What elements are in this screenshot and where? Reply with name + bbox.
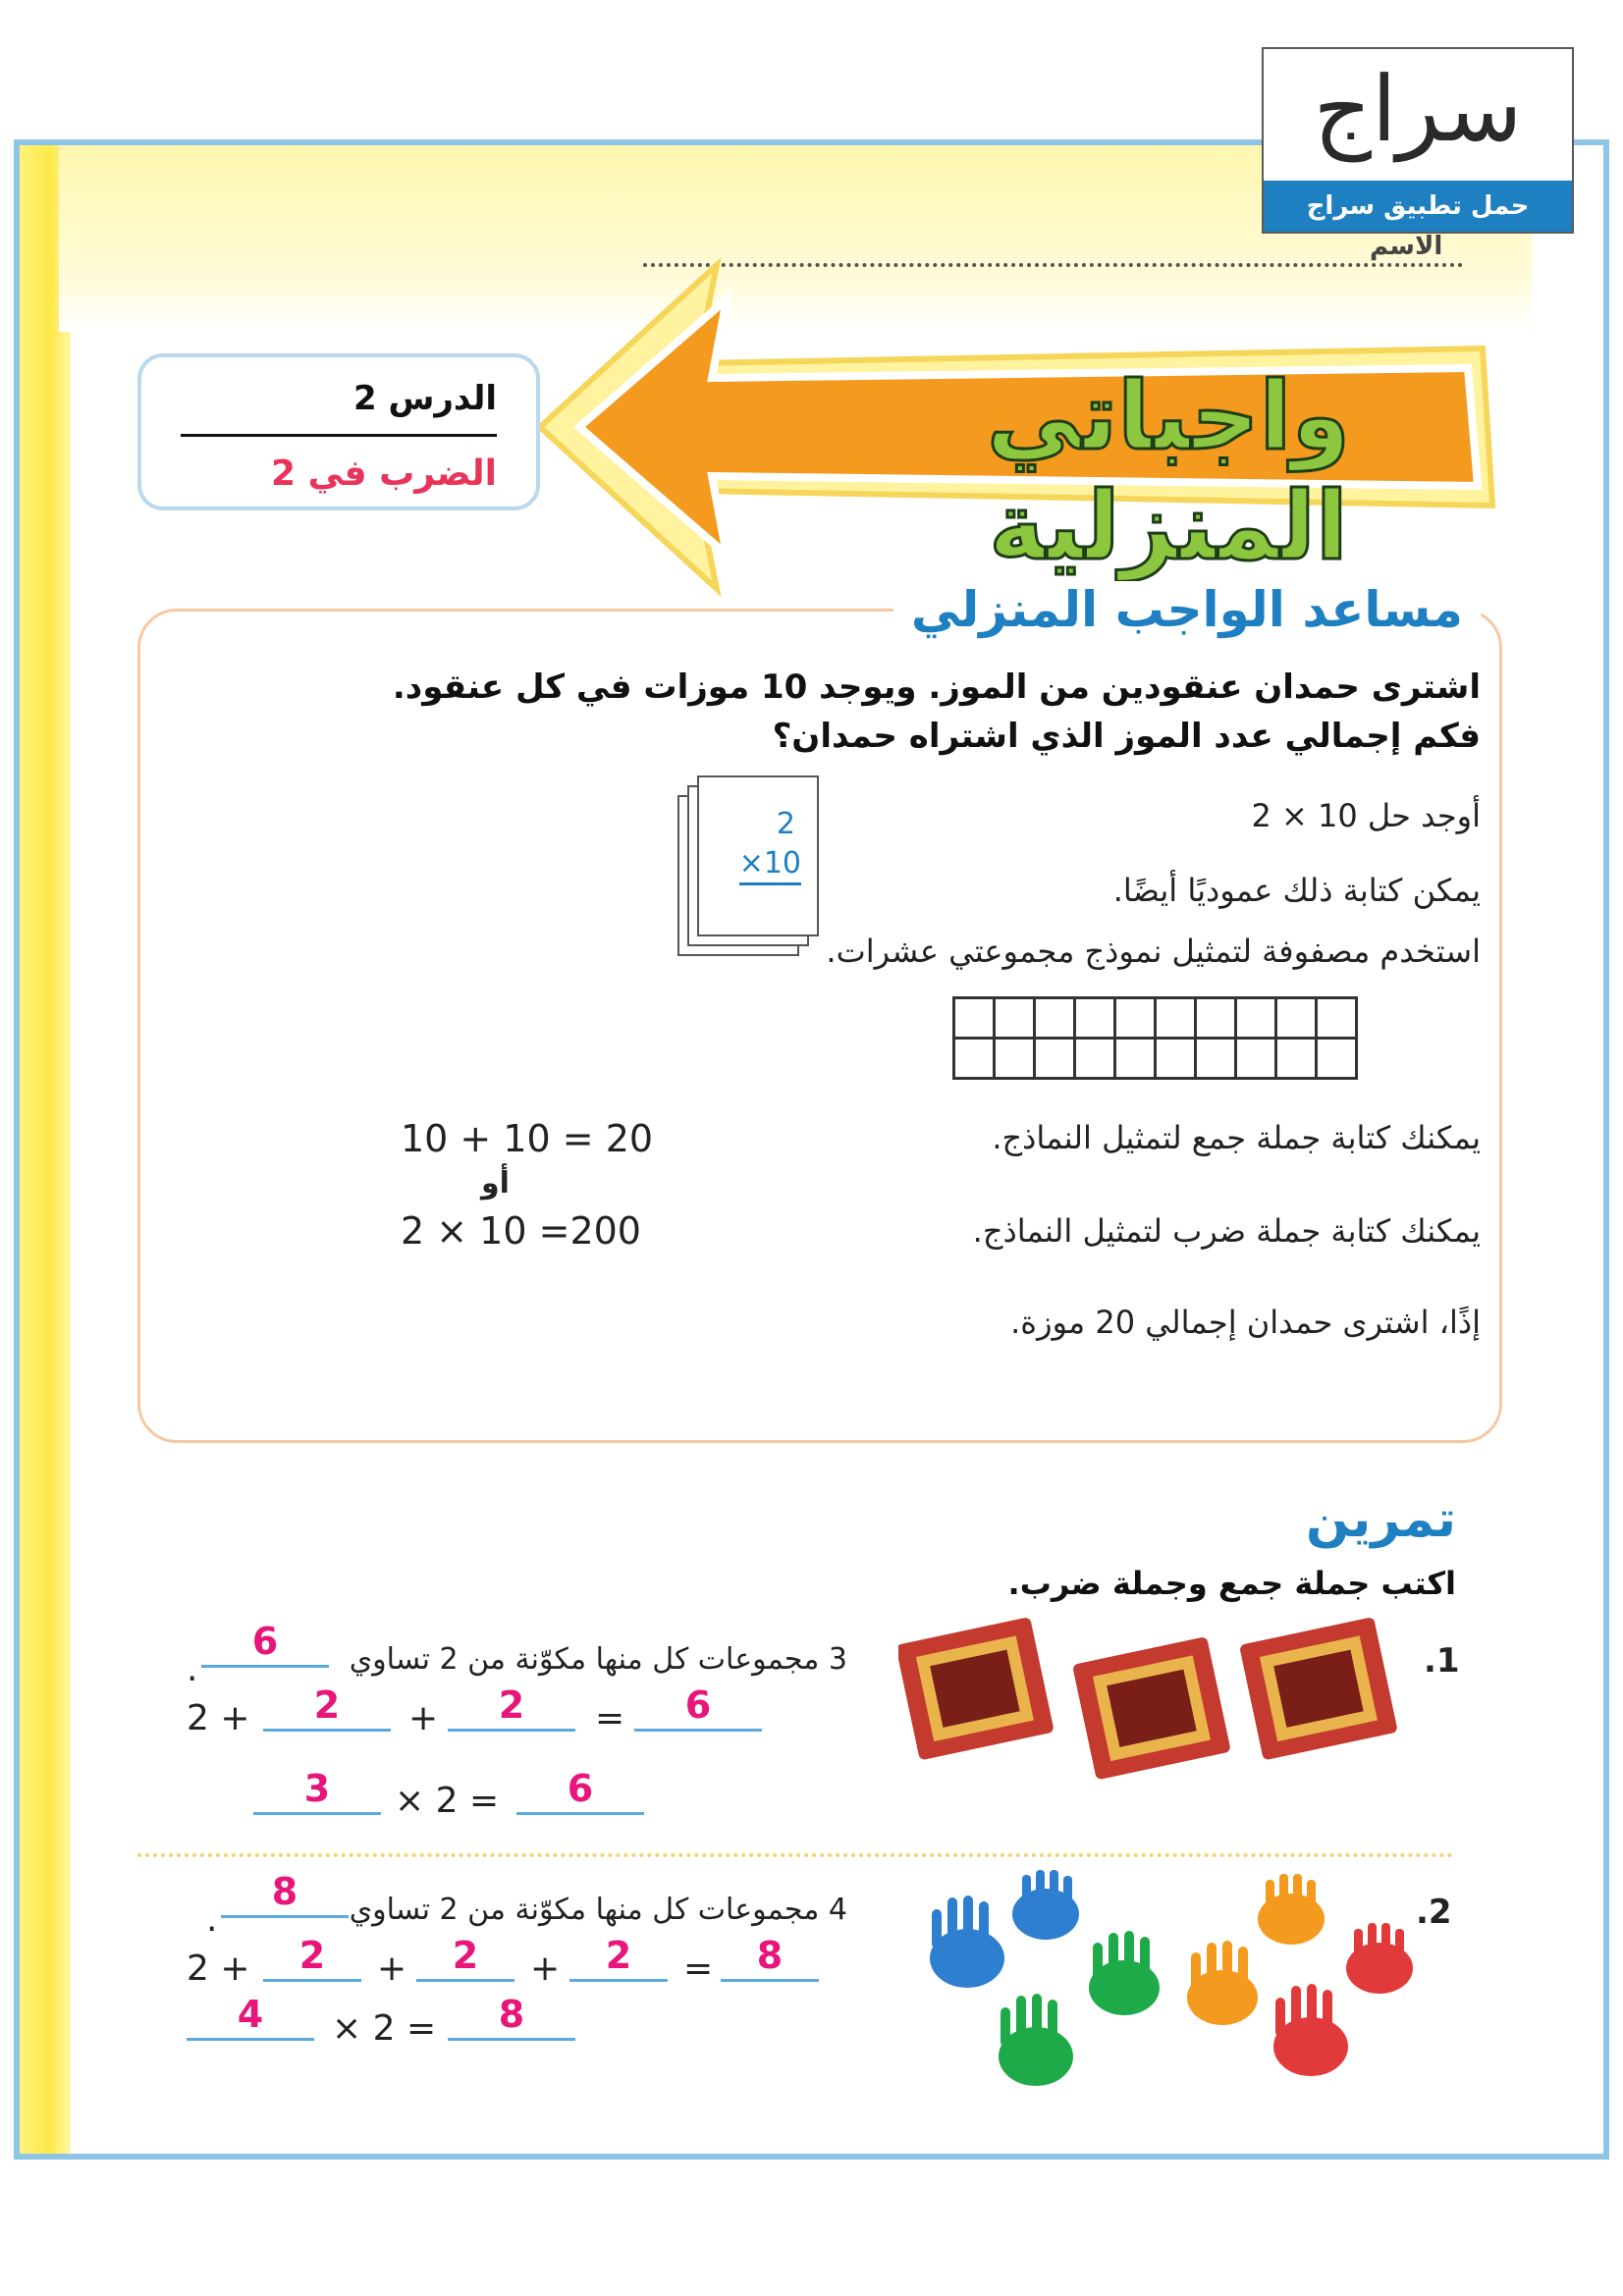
item-2-equals: =	[683, 1949, 714, 1989]
item-2-sentence: 4 مجموعات كل منها مكوّنة من 2 تساوي	[349, 1893, 847, 1927]
item-2-mult-op: × 2 =	[332, 2008, 437, 2049]
siraj-logo[interactable]	[1262, 47, 1574, 234]
grid-cell	[995, 998, 1035, 1039]
step-add: يمكنك كتابة جملة جمع لتمثيل النماذج.	[992, 1119, 1481, 1156]
grid-cell	[1075, 1039, 1115, 1079]
grid-cell	[1156, 998, 1196, 1039]
item-1-plus: +	[408, 1698, 439, 1738]
grid-cell	[1236, 1039, 1276, 1079]
item-1-sentence: 3 مجموعات كل منها مكوّنة من 2 تساوي	[349, 1642, 847, 1677]
lesson-title: الضرب في 2	[270, 454, 497, 494]
item-1-mult-blank[interactable]: 3	[253, 1767, 381, 1815]
item-2-add-start: 2 +	[187, 1949, 250, 1989]
card-top-number: 2	[776, 807, 795, 841]
lesson-number: الدرس 2	[352, 379, 497, 418]
grid-cell	[1276, 998, 1317, 1039]
item-2-period: .	[206, 1899, 218, 1940]
section-divider	[137, 1853, 1453, 1857]
step-find: أوجد حل 10 × 2	[1251, 797, 1481, 834]
logo-name: سراج	[1313, 57, 1523, 162]
item-1-mult-op: × 2 =	[395, 1781, 500, 1821]
item-1-mult-result[interactable]: 6	[516, 1767, 644, 1815]
item-number-2: 2.	[1416, 1893, 1452, 1932]
item-1-add-result[interactable]: 6	[634, 1683, 762, 1732]
name-label: الاسم	[1370, 232, 1443, 261]
step-array: استخدم مصفوفة لتمثيل نموذج مجموعتي عشرات.	[826, 933, 1481, 970]
card-front	[697, 775, 819, 936]
item-number-1: 1.	[1424, 1641, 1460, 1681]
step-vertical: يمكن كتابة ذلك عموديًا أيضًا.	[1112, 872, 1481, 909]
item-1-add-blank-1[interactable]: 2	[263, 1683, 391, 1732]
stacked-bills-icon	[898, 1610, 1409, 1806]
item-1-add-blank-2[interactable]: 2	[448, 1683, 575, 1732]
grid-cell	[954, 998, 995, 1039]
colored-handprints-icon	[898, 1870, 1429, 2106]
vertical-problem-cards	[677, 775, 835, 962]
grid-cell	[995, 1039, 1035, 1079]
item-2-mult-result[interactable]: 8	[448, 1993, 575, 2041]
grid-cell	[1075, 998, 1115, 1039]
grid-cell	[1115, 998, 1156, 1039]
helper-title: مساعد الواجب المنزلي	[893, 581, 1481, 638]
grid-cell	[1236, 998, 1276, 1039]
exercise-title: تمرين	[1305, 1490, 1456, 1549]
item-1-answer-blank[interactable]: 6	[201, 1620, 329, 1668]
grid-cell	[1276, 1039, 1317, 1079]
step-mult: يمكنك كتابة جملة ضرب لتمثيل النماذج.	[972, 1212, 1481, 1250]
item-2-add-blank-3[interactable]: 2	[569, 1934, 668, 1982]
grid-row	[954, 998, 1357, 1039]
or-label: أو	[481, 1166, 510, 1201]
item-1-add-start: 2 +	[187, 1698, 250, 1738]
lesson-divider	[181, 434, 497, 437]
item-2-mult-blank[interactable]: 4	[187, 1993, 314, 2041]
lesson-card	[137, 353, 540, 510]
card-bottom-number: ×10	[739, 846, 801, 885]
item-1-period: .	[187, 1649, 198, 1689]
homework-title: واجباتي المنزلية	[986, 361, 1351, 581]
grid-row	[954, 1039, 1357, 1079]
item-2-answer-blank[interactable]: 8	[221, 1870, 349, 1918]
array-grid	[952, 996, 1358, 1080]
exercise-instruction: اكتب جملة جمع وجملة ضرب.	[1007, 1565, 1456, 1602]
decorative-strip	[20, 145, 71, 2154]
addition-equation: 10 + 10 = 20	[401, 1117, 654, 1160]
grid-cell	[1196, 998, 1236, 1039]
conclusion: إذًا، اشترى حمدان إجمالي 20 موزة.	[1010, 1304, 1481, 1341]
problem-line-1: اشترى حمدان عنقودين من الموز. ويوجد 10 موزات في كل عنقود.	[392, 667, 1481, 707]
grid-cell	[1115, 1039, 1156, 1079]
grid-cell	[1035, 1039, 1075, 1079]
item-1-equals: =	[595, 1698, 625, 1738]
grid-cell	[1317, 1039, 1357, 1079]
grid-cell	[1317, 998, 1357, 1039]
item-2-plus-2: +	[530, 1949, 561, 1989]
item-2-plus-1: +	[377, 1949, 407, 1989]
item-2-add-blank-1[interactable]: 2	[263, 1934, 361, 1982]
grid-cell	[1196, 1039, 1236, 1079]
grid-cell	[1156, 1039, 1196, 1079]
item-2-add-result[interactable]: 8	[721, 1934, 819, 1982]
grid-cell	[1035, 998, 1075, 1039]
grid-cell	[954, 1039, 995, 1079]
item-2-add-blank-2[interactable]: 2	[416, 1934, 514, 1982]
logo-tagline: حمل تطبيق سراج	[1264, 181, 1572, 232]
multiplication-equation: 2 × 10 =200	[401, 1209, 641, 1253]
problem-line-2: فكم إجمالي عدد الموز الذي اشتراه حمدان؟	[772, 717, 1481, 756]
